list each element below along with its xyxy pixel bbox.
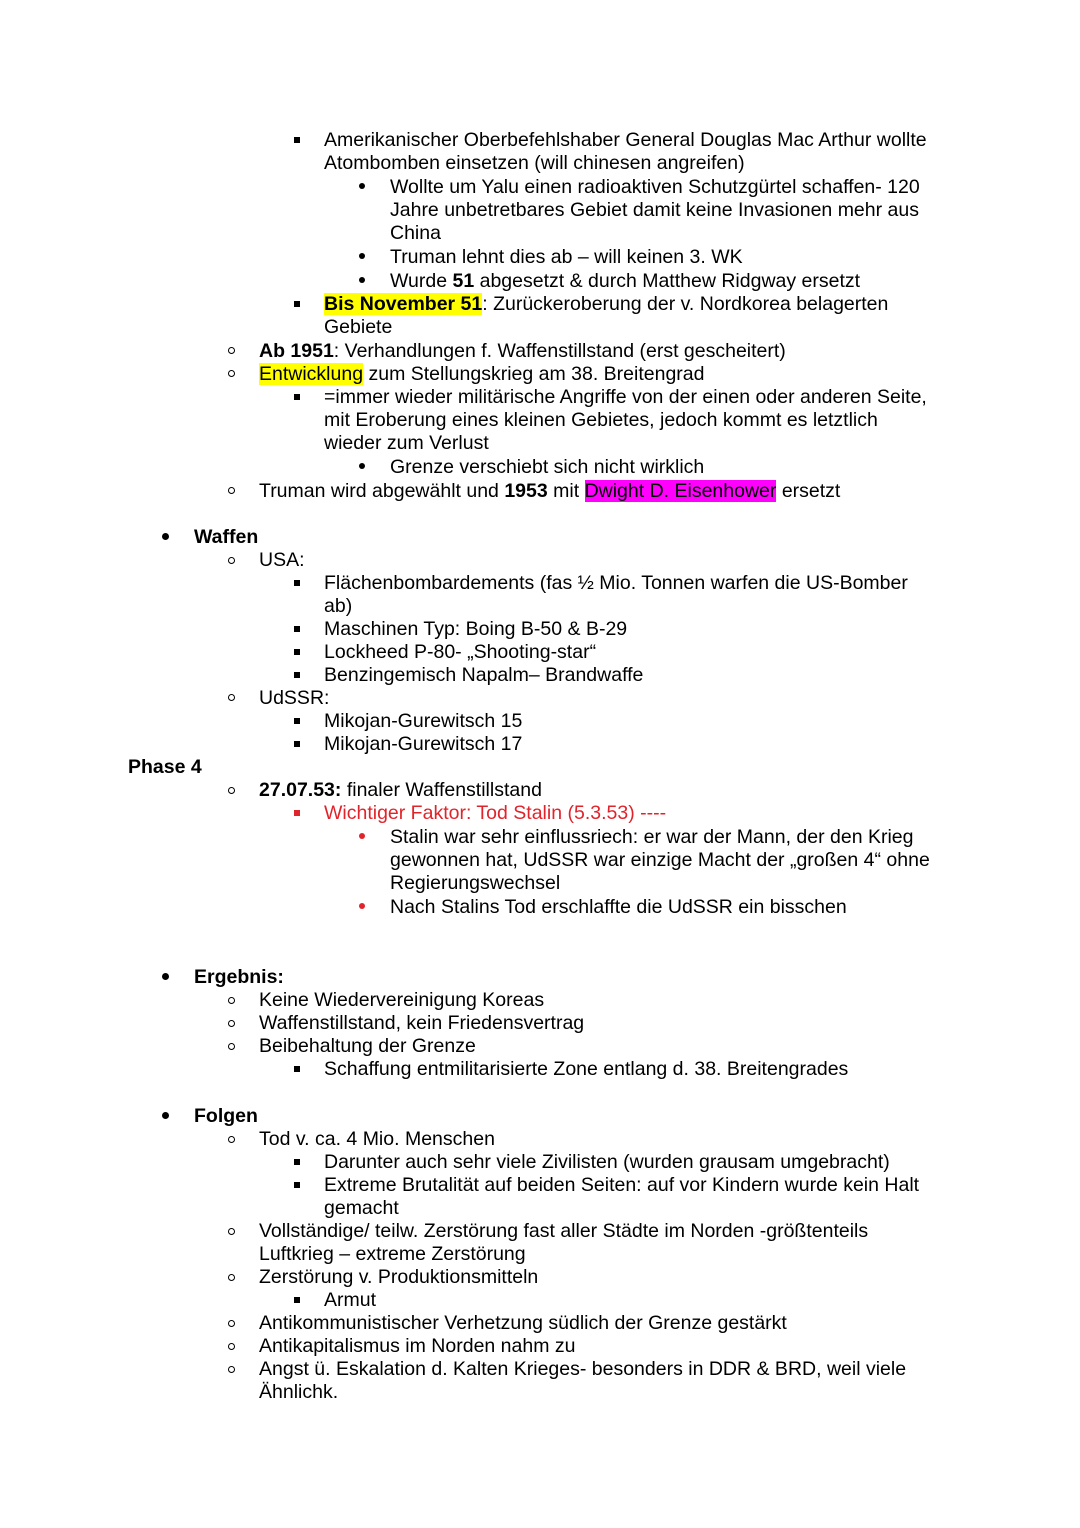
circle-bullet-icon: [228, 1274, 235, 1281]
square-bullet-icon: [294, 137, 300, 143]
list-item: Extreme Brutalität auf beiden Seiten: auf vor Kindern wurde kein Halt: [324, 1174, 920, 1196]
bullet-icon: [162, 973, 169, 980]
square-bullet-icon: [294, 649, 300, 655]
highlight-yellow: Bis November 51: [324, 293, 483, 315]
list-item: 27.07.53: finaler Waffenstillstand: [259, 779, 542, 801]
list-item: Wollte um Yalu einen radioaktiven Schutzgürtel schaffen- 120: [390, 176, 920, 198]
circle-bullet-icon: [228, 1343, 235, 1350]
square-bullet-icon: [294, 810, 300, 816]
circle-bullet-icon: [228, 370, 235, 377]
square-bullet-icon: [294, 301, 300, 307]
circle-bullet-icon: [228, 557, 235, 564]
list-item: Schaffung entmilitarisierte Zone entlang d. 38. Breitengrades: [324, 1058, 849, 1080]
list-item: Flächenbombardements (fas ½ Mio. Tonnen warfen die US-Bomber: [324, 572, 908, 594]
circle-bullet-icon: [228, 487, 235, 494]
square-bullet-icon: [294, 1066, 300, 1072]
bullet-icon: [162, 1112, 169, 1119]
list-item: Beibehaltung der Grenze: [259, 1035, 476, 1057]
square-bullet-icon: [294, 394, 300, 400]
circle-bullet-icon: [228, 1020, 235, 1027]
list-item: Entwicklung zum Stellungskrieg am 38. Breitengrad: [259, 363, 705, 385]
dot-bullet-icon: [359, 183, 365, 189]
list-item: Wurde 51 abgesetzt & durch Matthew Ridgway ersetzt: [390, 270, 861, 292]
square-bullet-icon: [294, 741, 300, 747]
circle-bullet-icon: [228, 1228, 235, 1235]
circle-bullet-icon: [228, 1320, 235, 1327]
square-bullet-icon: [294, 1297, 300, 1303]
highlight-magenta: Dwight D. Eisenhower: [584, 480, 777, 502]
list-item: UdSSR:: [259, 687, 330, 709]
list-item: Stalin war sehr einflussriech: er war der Mann, der den Krieg: [390, 826, 914, 848]
square-bullet-icon: [294, 1182, 300, 1188]
list-item-cont: Gebiete: [324, 316, 393, 338]
list-item-cont: China: [390, 222, 441, 244]
list-item: Maschinen Typ: Boing B-50 & B-29: [324, 618, 628, 640]
list-item: Keine Wiedervereinigung Koreas: [259, 989, 545, 1011]
list-item: Mikojan-Gurewitsch 17: [324, 733, 523, 755]
dot-bullet-icon: [359, 833, 365, 839]
dot-bullet-icon: [359, 277, 365, 283]
list-item: USA:: [259, 549, 305, 571]
list-item: Wichtiger Faktor: Tod Stalin (5.3.53) ----: [324, 802, 667, 824]
list-item: Mikojan-Gurewitsch 15: [324, 710, 523, 732]
list-item-cont: Regierungswechsel: [390, 872, 561, 894]
list-item: Lockheed P-80- „Shooting-star“: [324, 641, 597, 663]
bullet-icon: [162, 533, 169, 540]
list-item-cont: gewonnen hat, UdSSR war einzige Macht der „großen 4“ ohne: [390, 849, 930, 871]
list-item-cont: Luftkrieg – extreme Zerstörung: [259, 1243, 526, 1265]
list-item: Benzingemisch Napalm– Brandwaffe: [324, 664, 644, 686]
list-item-cont: Atombomben einsetzen (will chinesen angreifen): [324, 152, 745, 174]
list-item: Antikapitalismus im Norden nahm zu: [259, 1335, 576, 1357]
list-item: Grenze verschiebt sich nicht wirklich: [390, 456, 705, 478]
highlight-yellow: Entwicklung: [259, 363, 364, 385]
list-item: Ab 1951: Verhandlungen f. Waffenstillstand (erst gescheitert): [259, 340, 786, 362]
section-heading-waffen: Waffen: [194, 526, 259, 548]
list-item: Bis November 51: Zurückeroberung der v. Nordkorea belagerten: [324, 293, 889, 315]
list-item-cont: ab): [324, 595, 353, 617]
circle-bullet-icon: [228, 347, 235, 354]
circle-bullet-icon: [228, 694, 235, 701]
circle-bullet-icon: [228, 1136, 235, 1143]
circle-bullet-icon: [228, 997, 235, 1004]
section-heading-ergebnis: Ergebnis:: [194, 966, 284, 988]
list-item-cont: mit Eroberung eines kleinen Gebietes, jedoch kommt es letztlich: [324, 409, 878, 431]
square-bullet-icon: [294, 718, 300, 724]
list-item-cont: Ähnlichk.: [259, 1381, 339, 1403]
list-item: Amerikanischer Oberbefehlshaber General Douglas Mac Arthur wollte: [324, 129, 927, 151]
list-item: Truman wird abgewählt und 1953 mit Dwight D. Eisenhower ersetzt: [259, 480, 841, 502]
square-bullet-icon: [294, 1159, 300, 1165]
phase-label: Phase 4: [128, 756, 202, 778]
list-item-cont: wieder zum Verlust: [324, 432, 489, 454]
list-item: Waffenstillstand, kein Friedensvertrag: [259, 1012, 585, 1034]
dot-bullet-icon: [359, 903, 365, 909]
dot-bullet-icon: [359, 463, 365, 469]
list-item: Vollständige/ teilw. Zerstörung fast aller Städte im Norden -größtenteils: [259, 1220, 869, 1242]
list-item: Angst ü. Eskalation d. Kalten Krieges- besonders in DDR & BRD, weil viele: [259, 1358, 907, 1380]
square-bullet-icon: [294, 580, 300, 586]
section-heading-folgen: Folgen: [194, 1105, 258, 1127]
circle-bullet-icon: [228, 1043, 235, 1050]
list-item: Nach Stalins Tod erschlaffte die UdSSR ein bisschen: [390, 896, 847, 918]
list-item: Antikommunistischer Verhetzung südlich der Grenze gestärkt: [259, 1312, 787, 1334]
list-item: Tod v. ca. 4 Mio. Menschen: [259, 1128, 495, 1150]
square-bullet-icon: [294, 672, 300, 678]
circle-bullet-icon: [228, 1366, 235, 1373]
list-item: =immer wieder militärische Angriffe von der einen oder anderen Seite,: [324, 386, 927, 408]
circle-bullet-icon: [228, 787, 235, 794]
list-item: Armut: [324, 1289, 377, 1311]
list-item: Darunter auch sehr viele Zivilisten (wurden grausam umgebracht): [324, 1151, 890, 1173]
square-bullet-icon: [294, 626, 300, 632]
dot-bullet-icon: [359, 253, 365, 259]
list-item: Zerstörung v. Produktionsmitteln: [259, 1266, 539, 1288]
list-item: Truman lehnt dies ab – will keinen 3. WK: [390, 246, 743, 268]
list-item-cont: Jahre unbetretbares Gebiet damit keine Invasionen mehr aus: [390, 199, 919, 221]
list-item-cont: gemacht: [324, 1197, 399, 1219]
